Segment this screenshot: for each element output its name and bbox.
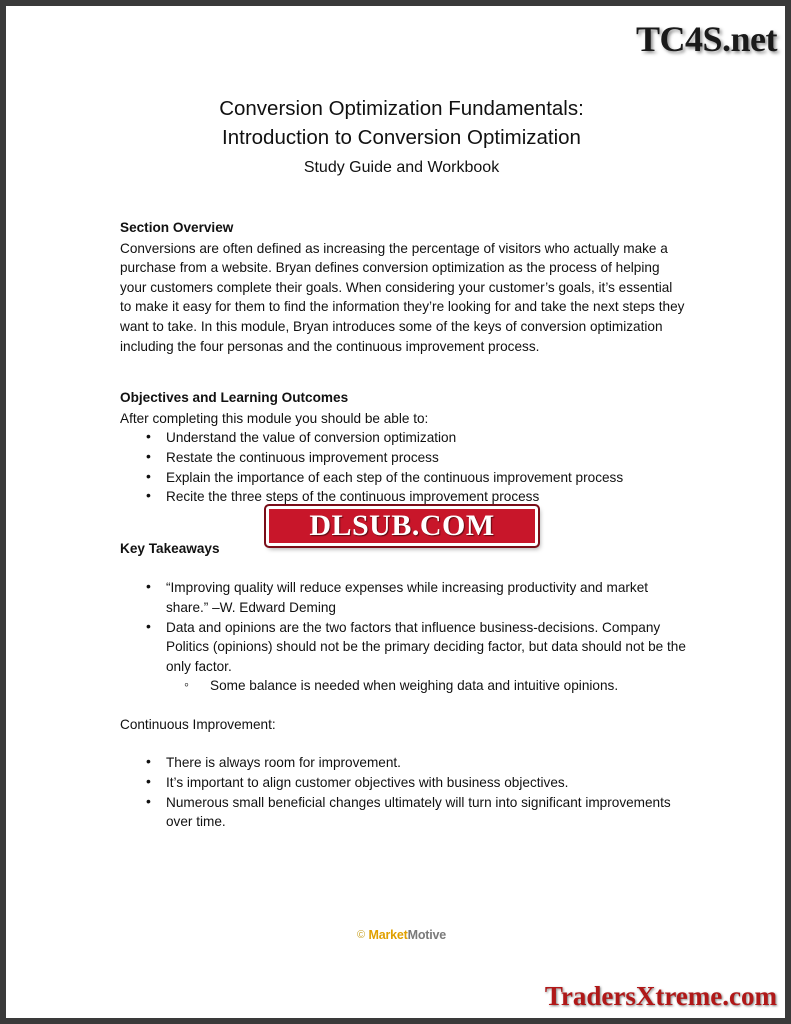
- page-title-line-2: Introduction to Conversion Optimization: [222, 126, 581, 149]
- brand-name-part-1: Market: [368, 928, 408, 942]
- lead-in-continuous-improvement: Continuous Improvement:: [120, 716, 276, 732]
- watermark-center: [266, 506, 538, 546]
- list-item: • Data and opinions are the two factors that influence business-decisions. Company Politics (opinions) should not be the primary deciding factor, but data should not be the only factor.: [120, 618, 686, 677]
- brand-name-part-2: Motive: [407, 928, 447, 942]
- document-title-block: [12, 94, 791, 178]
- heading-section-overview: Section Overview: [120, 220, 234, 235]
- heading-objectives: Objectives and Learning Outcomes: [120, 390, 349, 406]
- list-item: • It’s important to align customer objectives with business objectives.: [120, 773, 686, 793]
- paragraph-section-overview: Conversions are often defined as increasing the percentage of visitors who actually make a purchase from a website. Bryan defines conversion optimization as the process of helping your customers complete their goals. When considering your customer’s goals, it’s essential to make it easy for them to find the information they’re looking for and take the next steps they want to take. In this module, Bryan introduces some of the keys of conversion optimization including the four personas and the continuous improvement process.: [120, 240, 685, 354]
- list-item: • There is always room for improvement.: [120, 753, 686, 773]
- watermark-center-label: DLSUB.COM: [309, 509, 495, 542]
- watermark-bottom-right: TradersXtreme.com: [544, 981, 777, 1011]
- list-item: • Recite the three steps of the continuous improvement process: [120, 487, 686, 507]
- heading-key-takeaways: Key Takeaways: [120, 540, 220, 556]
- lead-in-objectives: After completing this module you should be able to:: [120, 410, 429, 426]
- list-objectives: [120, 428, 686, 506]
- list-continuous-improvement: [120, 753, 686, 831]
- document-content: [12, 12, 791, 178]
- list-item: • “Improving quality will reduce expenses while increasing productivity and market share.” –W. Edward Deming: [120, 578, 686, 617]
- list-key-takeaways-sub: [120, 676, 686, 696]
- page-subtitle: Study Guide and Workbook: [303, 159, 500, 176]
- footer-logo: [12, 928, 791, 942]
- page-title-line-1: Conversion Optimization Fundamentals:: [219, 97, 584, 120]
- list-item: ◦ Some balance is needed when weighing data and intuitive opinions.: [120, 676, 686, 696]
- list-item: • Understand the value of conversion optimization: [120, 428, 686, 448]
- list-item: • Restate the continuous improvement process: [120, 448, 686, 468]
- document-paper: [12, 12, 791, 1024]
- list-key-takeaways: [120, 578, 686, 676]
- copyright-icon: ©: [356, 929, 366, 941]
- watermark-top-right: TC4S.net: [635, 19, 777, 59]
- list-item: • Numerous small beneficial changes ultimately will turn into significant improvements over time.: [120, 793, 686, 832]
- list-item: • Explain the importance of each step of the continuous improvement process: [120, 468, 686, 488]
